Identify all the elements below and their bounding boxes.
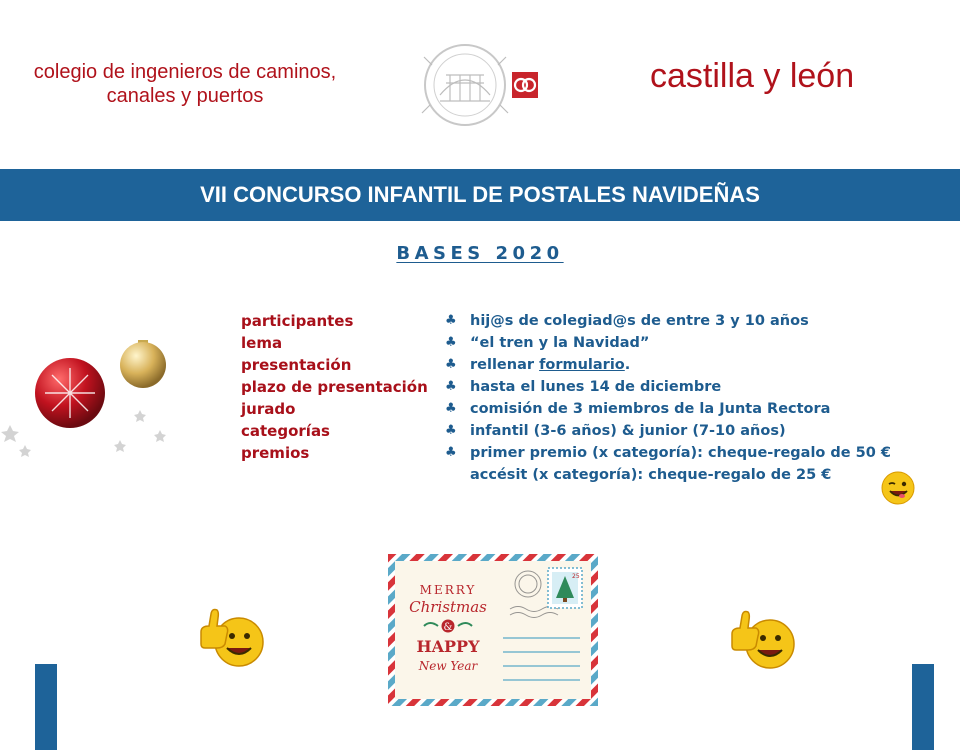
rule-value-premios-line2: accésit (x categoría): cheque-regalo de 25 €: [470, 467, 832, 483]
postcard-new-year: New Year: [418, 659, 478, 673]
rules-subtitle-text: BASES 2020: [396, 243, 564, 264]
rule-value-participantes: hij@s de colegiad@s de entre 3 y 10 años: [470, 313, 809, 329]
rule-value-plazo: hasta el lunes 14 de diciembre: [470, 379, 722, 395]
rule-value-premios: primer premio (x categoría): cheque-regalo de 50 €: [470, 445, 892, 461]
rule-value-presentacion: [470, 354, 630, 376]
right-decorative-bar: [912, 664, 934, 750]
rule-label-categorias: categorías: [241, 422, 330, 440]
rules-subtitle: [0, 243, 960, 264]
rule-label-presentacion: presentación: [241, 356, 352, 374]
org-name-line2: canales y puertos: [106, 85, 264, 107]
club-icon: ♣: [445, 445, 457, 460]
club-icon: ♣: [445, 423, 457, 438]
winking-face-icon: [880, 470, 916, 506]
club-icon: ♣: [445, 335, 457, 350]
christmas-ornaments-image: [0, 330, 200, 460]
rule-value-lema: “el tren y la Navidad”: [470, 335, 650, 351]
club-icon: ♣: [445, 313, 457, 328]
form-link[interactable]: formulario: [539, 357, 625, 373]
org-name-line1: colegio de ingenieros de caminos,: [33, 61, 337, 83]
club-icon: ♣: [445, 401, 457, 416]
rule-label-participantes: participantes: [241, 312, 354, 330]
postcard-happy: HAPPY: [416, 637, 480, 656]
left-decorative-bar: [35, 664, 57, 750]
postcard-merry: MERRY: [419, 583, 477, 597]
rule-value-jurado: comisión de 3 miembros de la Junta Rectora: [470, 401, 831, 417]
rule-label-jurado: jurado: [241, 400, 296, 418]
rule-label-plazo: plazo de presentación: [241, 378, 428, 396]
postcard-amp: &: [443, 622, 453, 633]
rule-value-suffix: .: [624, 357, 631, 373]
rule-label-lema: lema: [241, 334, 283, 352]
thumbs-up-smiley-icon: [197, 604, 267, 674]
postcard-christmas: Christmas: [409, 598, 487, 616]
college-seal-logo: [420, 35, 540, 135]
christmas-postcard-image: [388, 554, 598, 706]
postcard-stamp-number: 25: [572, 573, 580, 580]
club-icon: ♣: [445, 379, 457, 394]
rule-value-prefix: rellenar: [470, 357, 540, 373]
rule-label-premios: premios: [241, 444, 310, 462]
contest-title-banner: VII CONCURSO INFANTIL DE POSTALES NAVIDEÑAS: [0, 169, 960, 221]
thumbs-up-smiley-icon: [728, 606, 798, 676]
region-name: castilla y león: [650, 57, 855, 95]
organization-name: [0, 60, 370, 108]
rule-value-categorias: infantil (3-6 años) & junior (7-10 años): [470, 423, 786, 439]
club-icon: ♣: [445, 357, 457, 372]
